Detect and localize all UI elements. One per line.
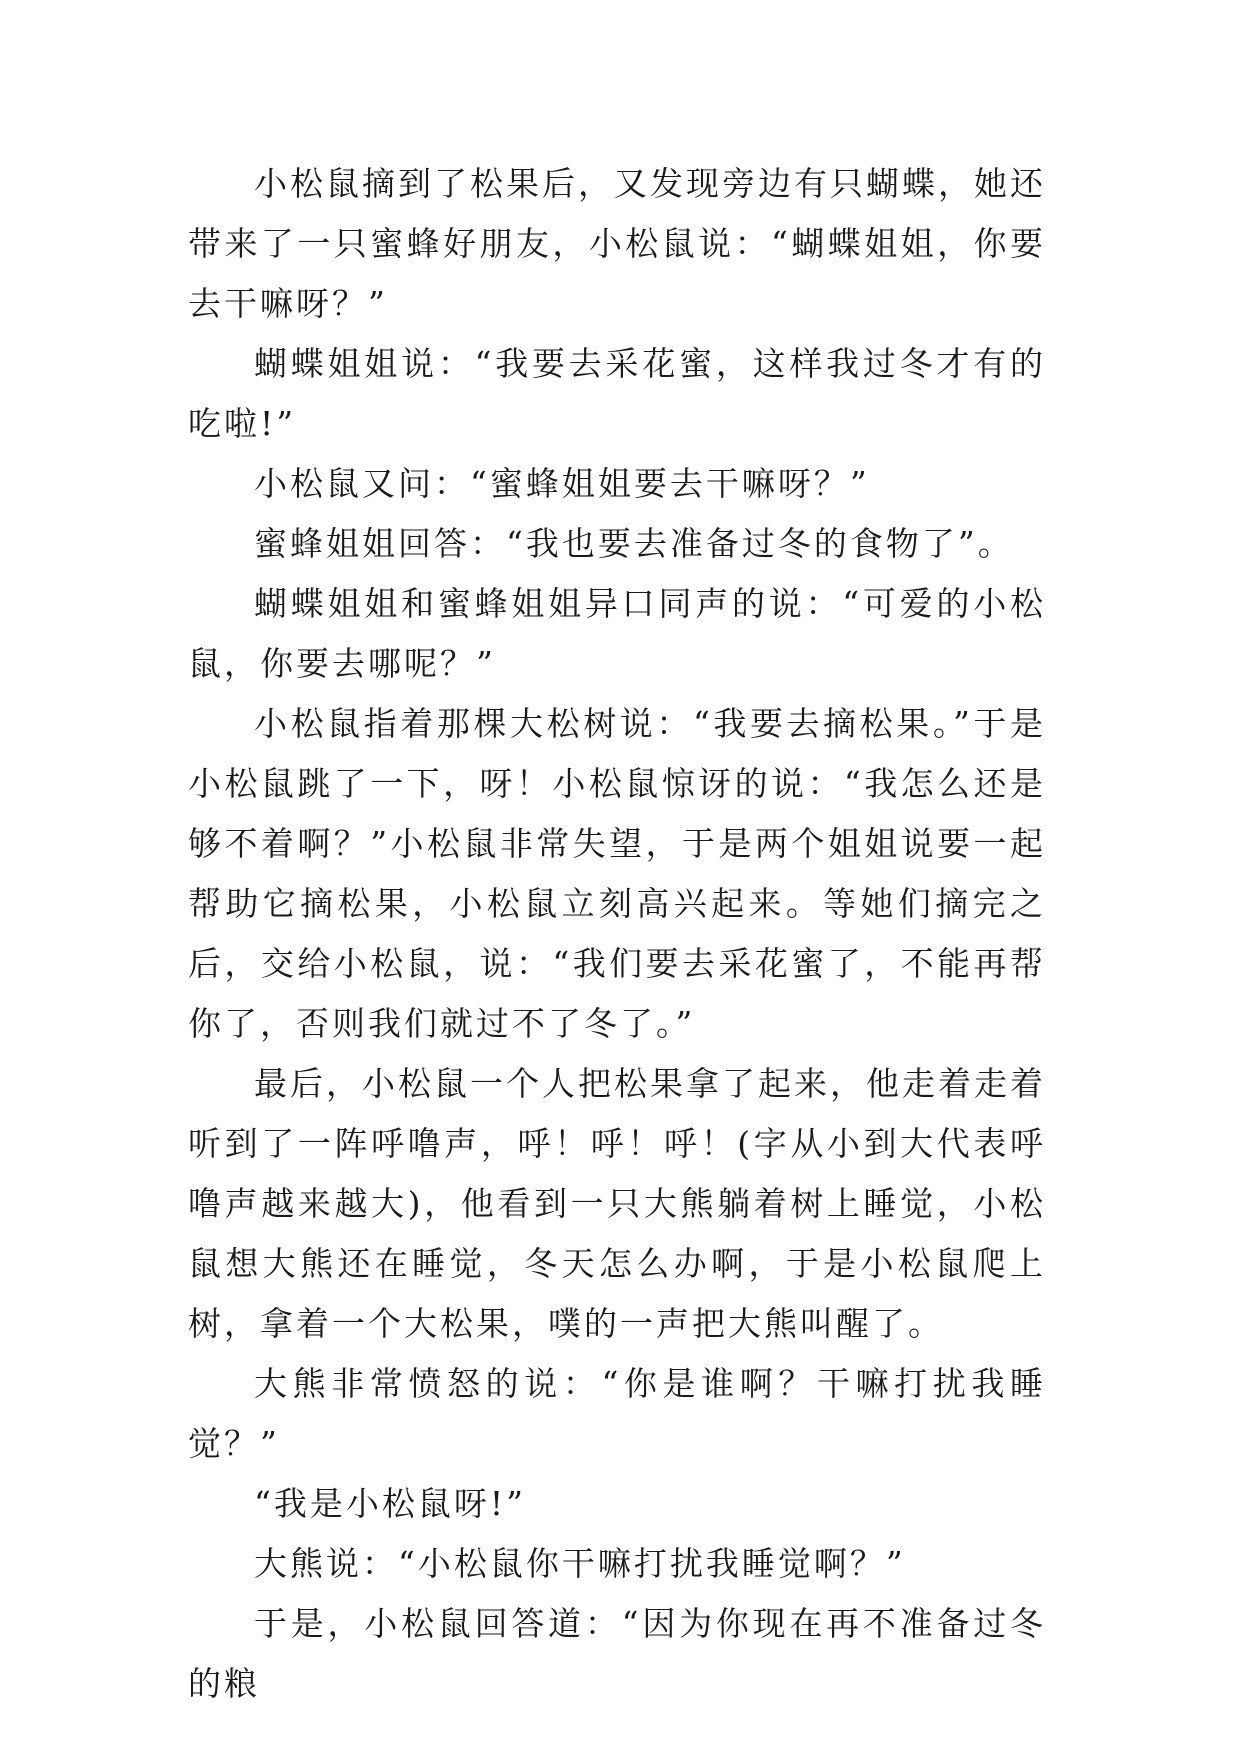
paragraph: 小松鼠摘到了松果后，又发现旁边有只蝴蝶，她还带来了一只蜜蜂好朋友，小松鼠说：“蝴蝶姐姐，你要去干嘛呀？” (188, 164, 1046, 323)
paragraph: 大熊非常愤怒的说：“你是谁啊？干嘛打扰我睡觉？” (188, 1364, 1046, 1463)
story-text (188, 154, 1046, 1714)
paragraph: 蜜蜂姐姐回答：“我也要去准备过冬的食物了”。 (254, 524, 1014, 563)
paragraph: 小松鼠又问：“蜜蜂姐姐要去干嘛呀？” (254, 464, 870, 503)
paragraph: 于是，小松鼠回答道：“因为你现在再不准备过冬的粮 (188, 1604, 1046, 1703)
paragraph: 蝴蝶姐姐和蜜蜂姐姐异口同声的说：“可爱的小松鼠，你要去哪呢？” (188, 584, 1046, 683)
paragraph: 最后，小松鼠一个人把松果拿了起来，他走着走着听到了一阵呼噜声，呼！呼！呼！(字从小到大代表呼噜声越来越大)，他看到一只大熊躺着树上睡觉，小松鼠想大熊还在睡觉，冬天怎么办啊，于是小松鼠爬上树，拿着一个大松果，噗的一声把大熊叫醒了。 (188, 1064, 1046, 1343)
paragraph: 小松鼠指着那棵大松树说：“我要去摘松果。”于是小松鼠跳了一下，呀！小松鼠惊讶的说：“我怎么还是够不着啊？”小松鼠非常失望，于是两个姐姐说要一起帮助它摘松果，小松鼠立刻高兴起来。等她们摘完之后，交给小松鼠，说：“我们要去采花蜜了，不能再帮你了，否则我们就过不了冬了。” (188, 704, 1046, 1043)
paragraph: 大熊说：“小松鼠你干嘛打扰我睡觉啊？” (254, 1544, 906, 1583)
paragraph: “我是小松鼠呀!” (254, 1484, 527, 1523)
paragraph: 蝴蝶姐姐说：“我要去采花蜜，这样我过冬才有的吃啦!” (188, 344, 1046, 443)
